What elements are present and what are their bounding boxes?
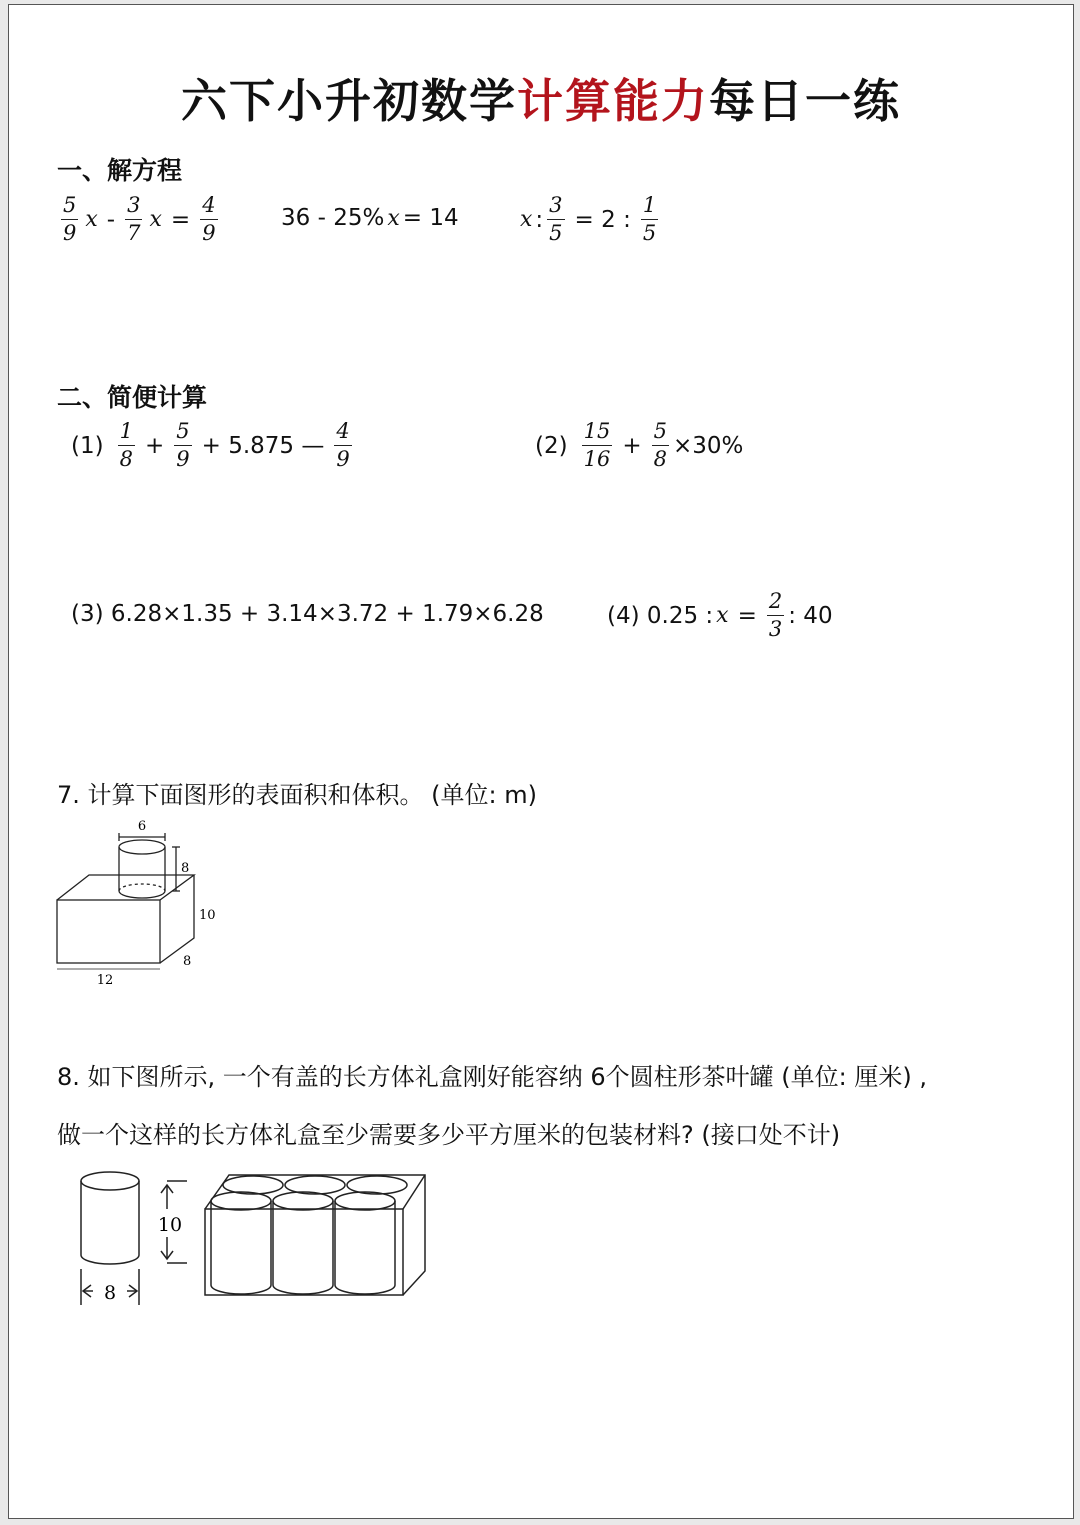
fraction: $\frac{1}{8}$ (119, 419, 133, 471)
fraction: $\frac{2}{3}$ (768, 589, 783, 641)
fraction: $\frac{5}{9}$ (176, 419, 190, 471)
cylinder-top (119, 840, 165, 854)
equation-3: x : $\frac{3}{5}$ = 2 : $\frac{1}{5}$ (520, 193, 657, 245)
label-cyl-height: 8 (181, 861, 190, 876)
box-front-face (57, 900, 160, 963)
question-7-text: 7. 计算下面图形的表面积和体积。 (单位: m) (57, 781, 537, 809)
title-part3: 每日一练 (709, 74, 901, 128)
title-highlight: 计算能力 (517, 74, 709, 128)
label-can-height: 10 (157, 1214, 183, 1236)
gift-box-front (205, 1209, 403, 1295)
fraction: $\frac{3}{5}$ (549, 193, 563, 245)
question-8-line2: 做一个这样的长方体礼盒至少需要多少平方厘米的包装材料? (接口处不计) (57, 1121, 841, 1149)
section2-heading: 二、简便计算 (57, 383, 208, 412)
label-can-diameter: 8 (103, 1282, 117, 1304)
title-part1: 六下小升初数学 (181, 74, 517, 128)
section1-heading: 一、解方程 (57, 156, 183, 185)
q7-figure (49, 813, 239, 993)
fraction: $\frac{5}{9}$ (63, 193, 77, 245)
fraction: $\frac{5}{8}$ (653, 419, 667, 471)
cylinder-base-back (119, 884, 165, 891)
equation-2: 36 - 25% x = 14 (281, 205, 459, 231)
label-box-length: 12 (96, 973, 114, 988)
fraction: $\frac{15}{16}$ (583, 419, 611, 471)
problem-4: (4) 0.25 : x = $\frac{2}{3}$ : 40 (607, 589, 833, 641)
question-8-line1: 8. 如下图所示, 一个有盖的长方体礼盒刚好能容纳 6个圆柱形茶叶罐 (单位: 厘米) , (57, 1063, 928, 1091)
fraction: $\frac{4}{9}$ (336, 419, 350, 471)
cylinder-base-front (119, 891, 165, 898)
worksheet-page (8, 4, 1074, 1519)
page-title (9, 65, 1073, 131)
can-top (81, 1172, 139, 1190)
fraction: $\frac{1}{5}$ (642, 193, 657, 245)
label-box-width: 8 (183, 954, 192, 969)
fraction: $\frac{3}{7}$ (127, 193, 141, 245)
label-diameter: 6 (137, 819, 147, 834)
problem-1: (1) $\frac{1}{8}$ + $\frac{5}{9}$ + 5.875 — $\frac{4}{9}$ (71, 419, 350, 471)
label-box-height: 10 (199, 908, 216, 923)
can-bottom (81, 1255, 139, 1264)
problem-2: (2) $\frac{15}{16}$ + $\frac{5}{8}$ ×30% (535, 419, 744, 471)
problem-3: (3) 6.28×1.35 + 3.14×3.72 + 1.79×6.28 (71, 601, 544, 627)
equation-1: $\frac{5}{9}$ x - $\frac{3}{7}$ x = $\frac{4}{9}$ (63, 193, 216, 245)
fraction: $\frac{4}{9}$ (202, 193, 216, 245)
q8-figure (69, 1163, 439, 1313)
